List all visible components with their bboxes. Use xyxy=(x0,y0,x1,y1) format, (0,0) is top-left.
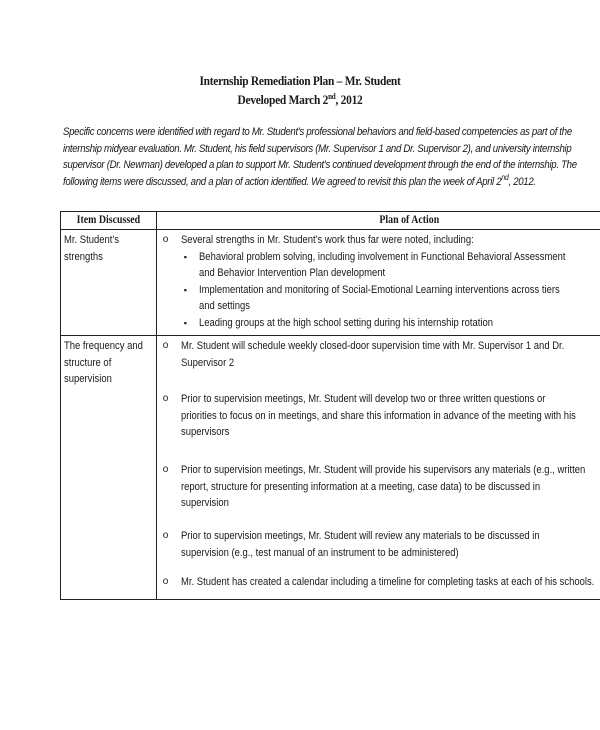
action-text: report, structure for presenting information at a meeting, case data) to be discussed in xyxy=(180,480,540,493)
action-item xyxy=(157,232,600,249)
hollow-bullet-icon: o xyxy=(162,234,169,245)
action-text: Supervisor 2 xyxy=(180,356,234,369)
hollow-bullet-icon: o xyxy=(162,393,169,404)
action-item xyxy=(157,391,600,462)
action-text: supervisors xyxy=(180,426,230,438)
item-line: Mr. Student’s xyxy=(64,234,120,246)
sub-item-text: and Behavior Intervention Plan development xyxy=(198,267,385,279)
hollow-bullet-icon: o xyxy=(162,464,169,475)
intro-date-suffix: , 2012. xyxy=(508,175,536,188)
header-item-discussed xyxy=(61,212,157,230)
action-item xyxy=(157,528,600,574)
hollow-bullet-icon: o xyxy=(162,530,169,541)
action-text: Mr. Student has created a calendar including a timeline for completing tasks at each of his schools. xyxy=(180,576,595,588)
intro-line: internship midyear evaluation. Mr. Student, his field supervisors (Mr. Supervisor 1 and Dr. Supervisor 2), and university internship xyxy=(63,142,572,155)
action-text: priorities to focus on in meetings, and share this information in advance of the meeting with his xyxy=(180,409,576,422)
title-line-2 xyxy=(36,90,564,109)
action-item xyxy=(157,338,600,391)
intro-line: Specific concerns were identified with regard to Mr. Student’s professional behaviors and field-based competencies as part of the xyxy=(63,126,572,138)
item-line: supervision xyxy=(64,373,112,385)
action-item xyxy=(157,462,600,528)
action-text: Prior to supervision meetings, Mr. Student will develop two or three written questions or xyxy=(180,393,546,405)
intro-line-text: following items were discussed, and a plan of action identified. We agreed to revisit this plan the week of April 2 xyxy=(63,175,502,188)
remediation-plan-table xyxy=(60,211,600,600)
intro-date-ordinal: nd xyxy=(501,172,509,182)
item-discussed-cell xyxy=(61,230,157,336)
square-bullet-icon: ▪ xyxy=(183,251,187,262)
title-date-ordinal: nd xyxy=(328,92,336,101)
header-label: Plan of Action xyxy=(379,214,439,226)
plan-of-action-cell xyxy=(156,230,600,336)
document-title xyxy=(36,71,564,109)
header-plan-of-action xyxy=(156,212,600,230)
item-line: The frequency and xyxy=(64,340,143,352)
action-text: Prior to supervision meetings, Mr. Student will review any materials to be discussed in xyxy=(180,530,540,542)
sub-item xyxy=(157,315,600,332)
sub-item xyxy=(157,249,600,282)
sub-item xyxy=(157,282,600,315)
table-row xyxy=(61,336,600,600)
sub-item-text: Implementation and monitoring of Social-Emotional Learning interventions across tiers xyxy=(198,283,560,296)
header-label: Item Discussed xyxy=(76,214,141,226)
intro-line xyxy=(63,174,536,191)
action-text: Prior to supervision meetings, Mr. Student will provide his supervisors any materials (e.g., written xyxy=(180,464,586,476)
hollow-bullet-icon: o xyxy=(162,576,169,587)
title-line-1: Internship Remediation Plan – Mr. Student xyxy=(199,73,401,88)
action-text: supervision (e.g., test manual of an instrument to be administered) xyxy=(180,546,459,559)
intro-paragraph xyxy=(63,124,577,190)
action-text: Several strengths in Mr. Student’s work thus far were noted, including: xyxy=(180,234,474,246)
hollow-bullet-icon: o xyxy=(162,340,169,351)
title-date-prefix: Developed March 2 xyxy=(237,92,329,107)
action-text: Mr. Student will schedule weekly closed-door supervision time with Mr. Supervisor 1 and Dr. xyxy=(180,340,565,352)
item-discussed-cell xyxy=(61,336,157,600)
item-line: structure of xyxy=(64,356,112,369)
sub-item-text: Behavioral problem solving, including involvement in Functional Behavioral Assessment xyxy=(198,250,566,263)
table-header-row xyxy=(61,212,600,230)
title-date-suffix: , 2012 xyxy=(335,92,363,107)
action-item xyxy=(157,574,600,591)
sub-item-text: and settings xyxy=(198,300,250,312)
action-text: supervision xyxy=(180,497,229,509)
item-line: strengths xyxy=(64,250,103,263)
square-bullet-icon: ▪ xyxy=(183,317,187,328)
sub-item-text: Leading groups at the high school setting during his internship rotation xyxy=(198,316,493,329)
intro-line: supervisor (Dr. Newman) developed a plan to support Mr. Student’s continued development through the end of the internship. The xyxy=(63,159,577,171)
plan-of-action-cell xyxy=(156,336,600,600)
square-bullet-icon: ▪ xyxy=(183,284,187,295)
table-row xyxy=(61,230,600,336)
